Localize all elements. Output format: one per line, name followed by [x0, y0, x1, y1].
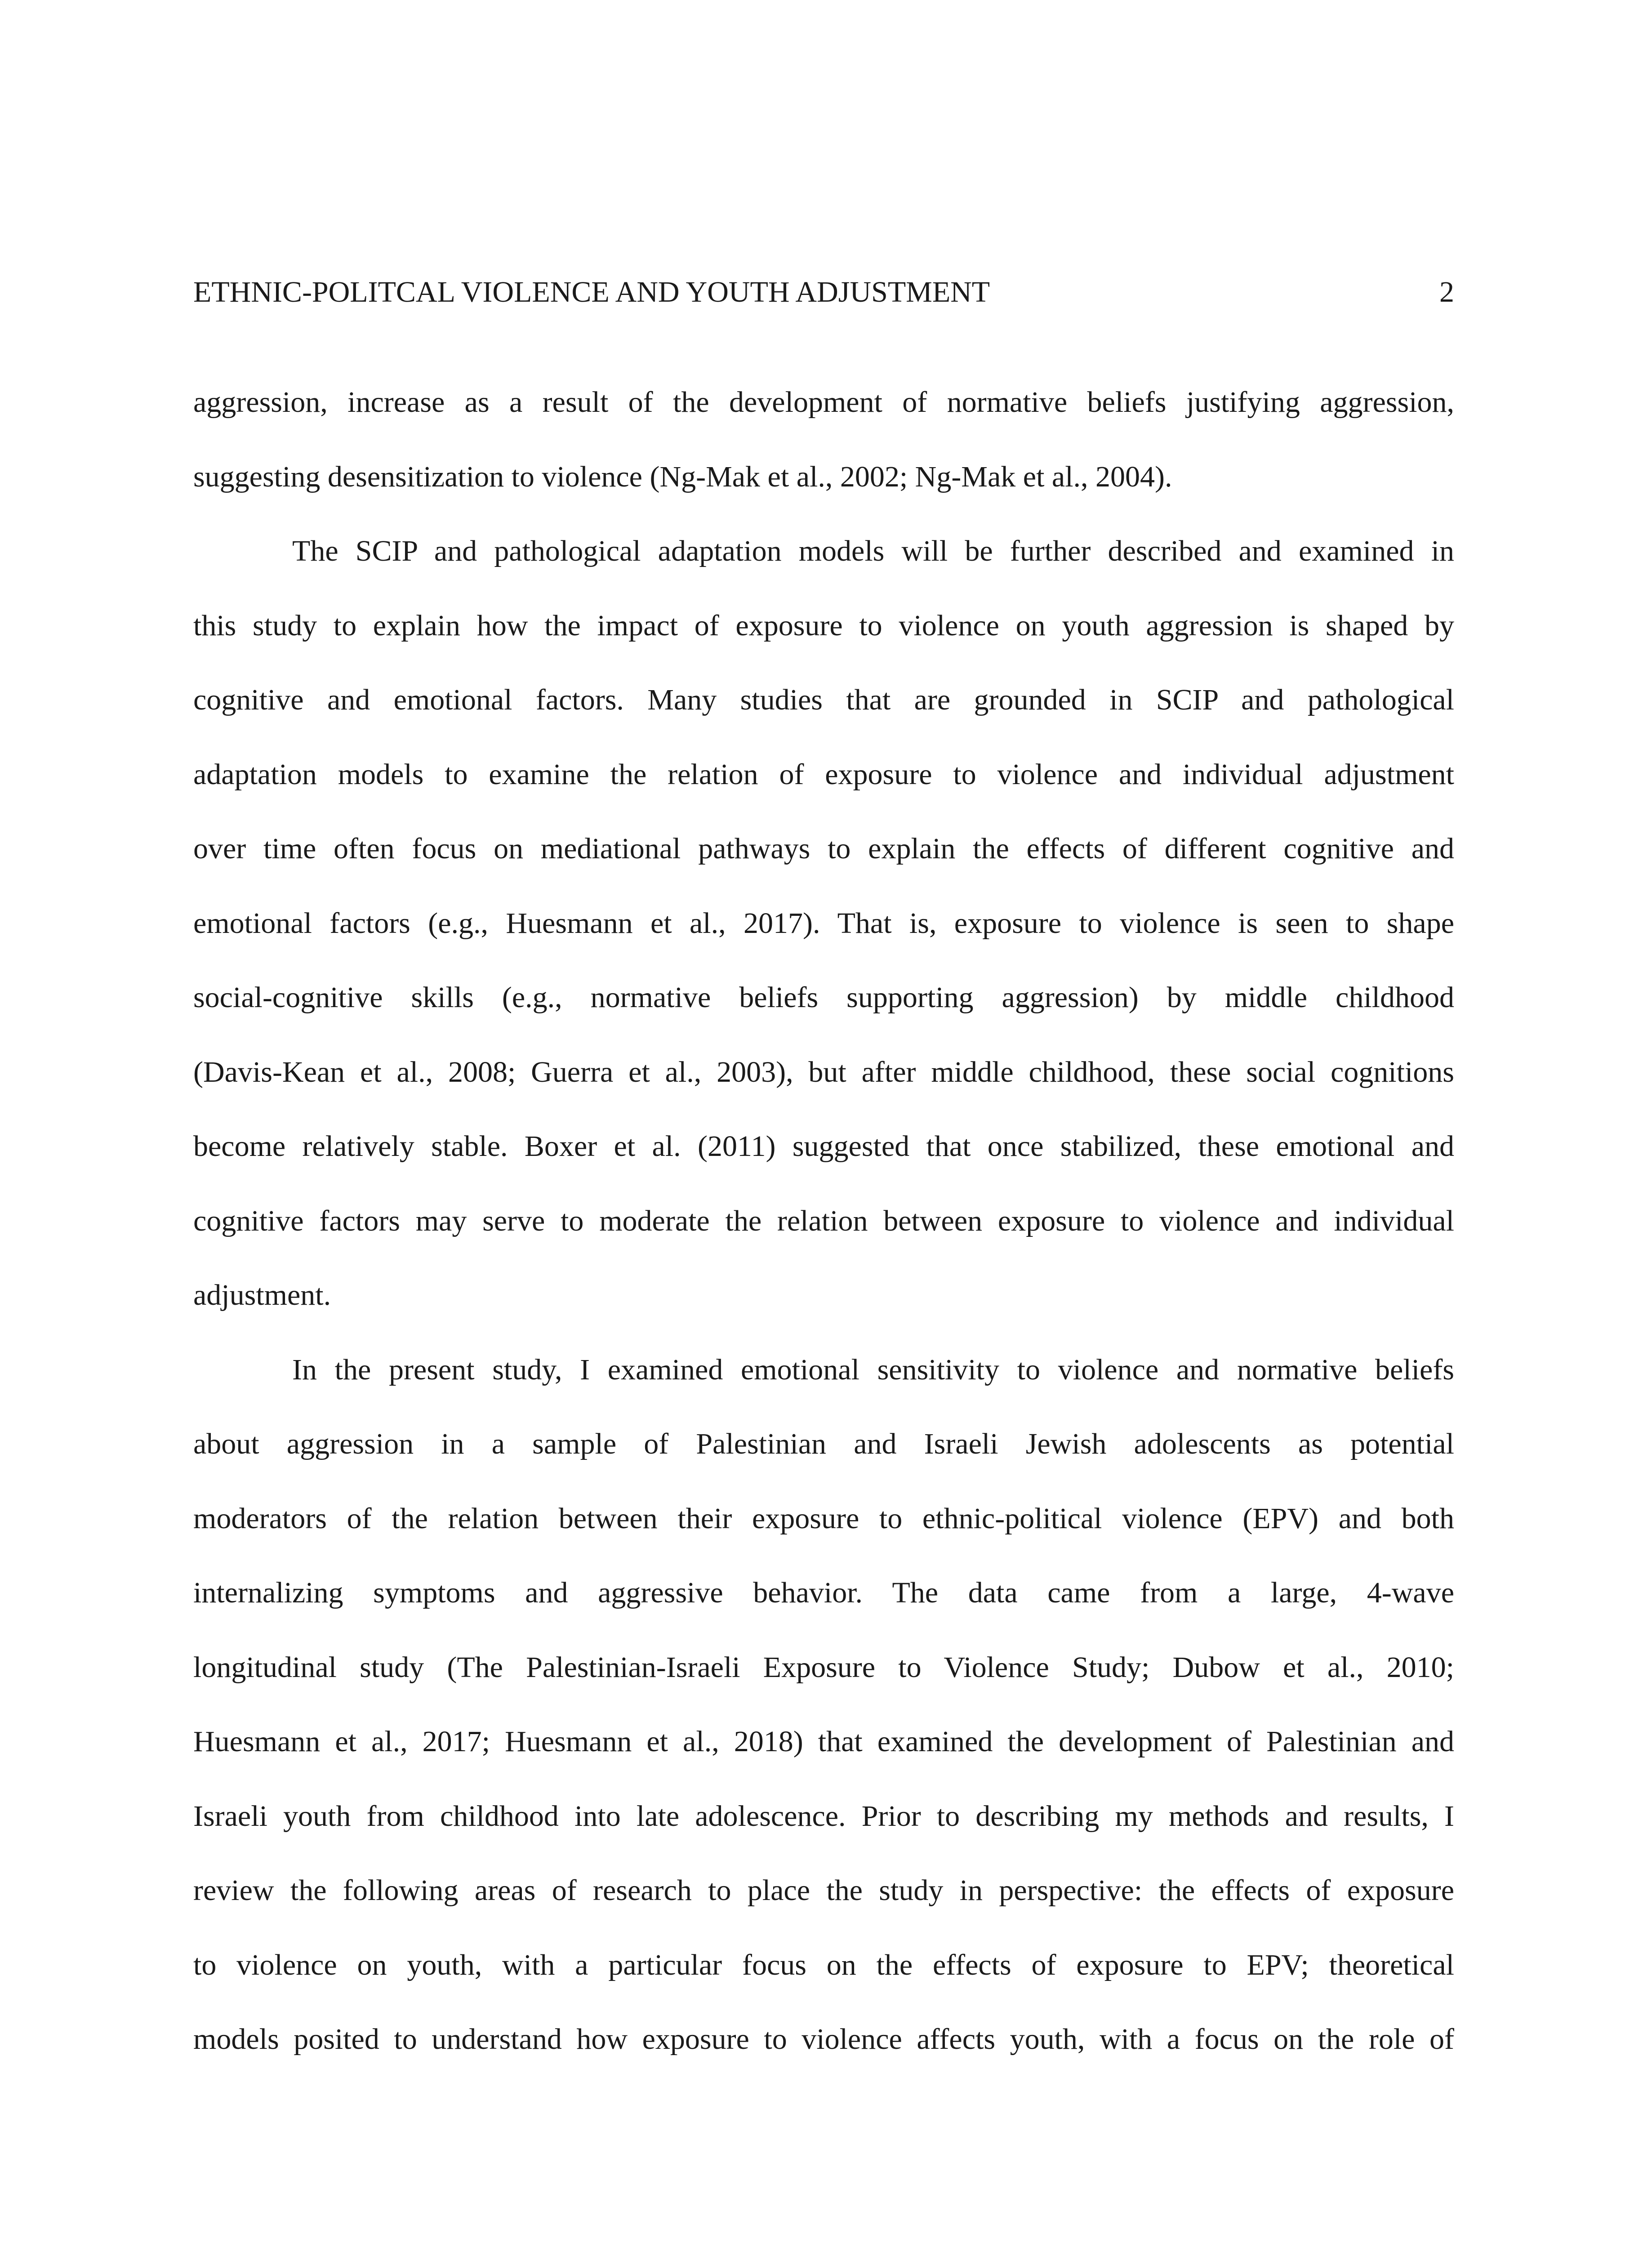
page-number: 2	[1439, 276, 1454, 308]
text-line: longitudinal study (The Palestinian-Israeli Exposure to Violence Study; Dubow et al., 2010;	[193, 1650, 1454, 1684]
text-line: Israeli youth from childhood into late adolescence. Prior to describing my methods and results, I	[193, 1799, 1454, 1833]
text-line: cognitive factors may serve to moderate the relation between exposure to violence and individual	[193, 1204, 1454, 1237]
text-line: this study to explain how the impact of exposure to violence on youth aggression is shaped by	[193, 609, 1454, 642]
text-line: become relatively stable. Boxer et al. (2011) suggested that once stabilized, these emotional and	[193, 1130, 1454, 1163]
text-line: about aggression in a sample of Palestinian and Israeli Jewish adolescents as potential	[193, 1427, 1454, 1460]
text-line: social-cognitive skills (e.g., normative beliefs supporting aggression) by middle childhood	[193, 981, 1454, 1014]
text-line: cognitive and emotional factors. Many studies that are grounded in SCIP and pathological	[193, 683, 1454, 716]
text-line: adaptation models to examine the relation of exposure to violence and individual adjustment	[193, 758, 1454, 791]
text-line: internalizing symptoms and aggressive behavior. The data came from a large, 4-wave	[193, 1576, 1454, 1609]
text-line: moderators of the relation between their exposure to ethnic-political violence (EPV) and both	[193, 1502, 1454, 1535]
text-line: models posited to understand how exposure to violence affects youth, with a focus on the role of	[193, 2023, 1454, 2056]
text-line: (Davis-Kean et al., 2008; Guerra et al., 2003), but after middle childhood, these social cognitions	[193, 1055, 1454, 1088]
body-text	[193, 365, 1454, 2077]
text-line: aggression, increase as a result of the development of normative beliefs justifying aggression,	[193, 386, 1454, 419]
text-line: The SCIP and pathological adaptation models will be further described and examined in	[292, 535, 1454, 567]
text-line: In the present study, I examined emotional sensitivity to violence and normative beliefs	[292, 1353, 1454, 1386]
text-line: review the following areas of research to place the study in perspective: the effects of exposure	[193, 1874, 1454, 1907]
running-head-title: ETHNIC-POLITCAL VIOLENCE AND YOUTH ADJUSTMENT	[193, 276, 990, 308]
text-line: suggesting desensitization to violence (Ng-Mak et al., 2002; Ng-Mak et al., 2004).	[193, 460, 1172, 493]
text-line: adjustment.	[193, 1279, 331, 1311]
text-line: Huesmann et al., 2017; Huesmann et al., 2018) that examined the development of Palestinian and	[193, 1725, 1454, 1758]
text-line: over time often focus on mediational pathways to explain the effects of different cognitive and	[193, 832, 1454, 865]
text-line: emotional factors (e.g., Huesmann et al., 2017). That is, exposure to violence is seen to shape	[193, 906, 1454, 940]
text-line: to violence on youth, with a particular focus on the effects of exposure to EPV; theoretical	[193, 1948, 1454, 1981]
running-head	[193, 270, 1454, 315]
